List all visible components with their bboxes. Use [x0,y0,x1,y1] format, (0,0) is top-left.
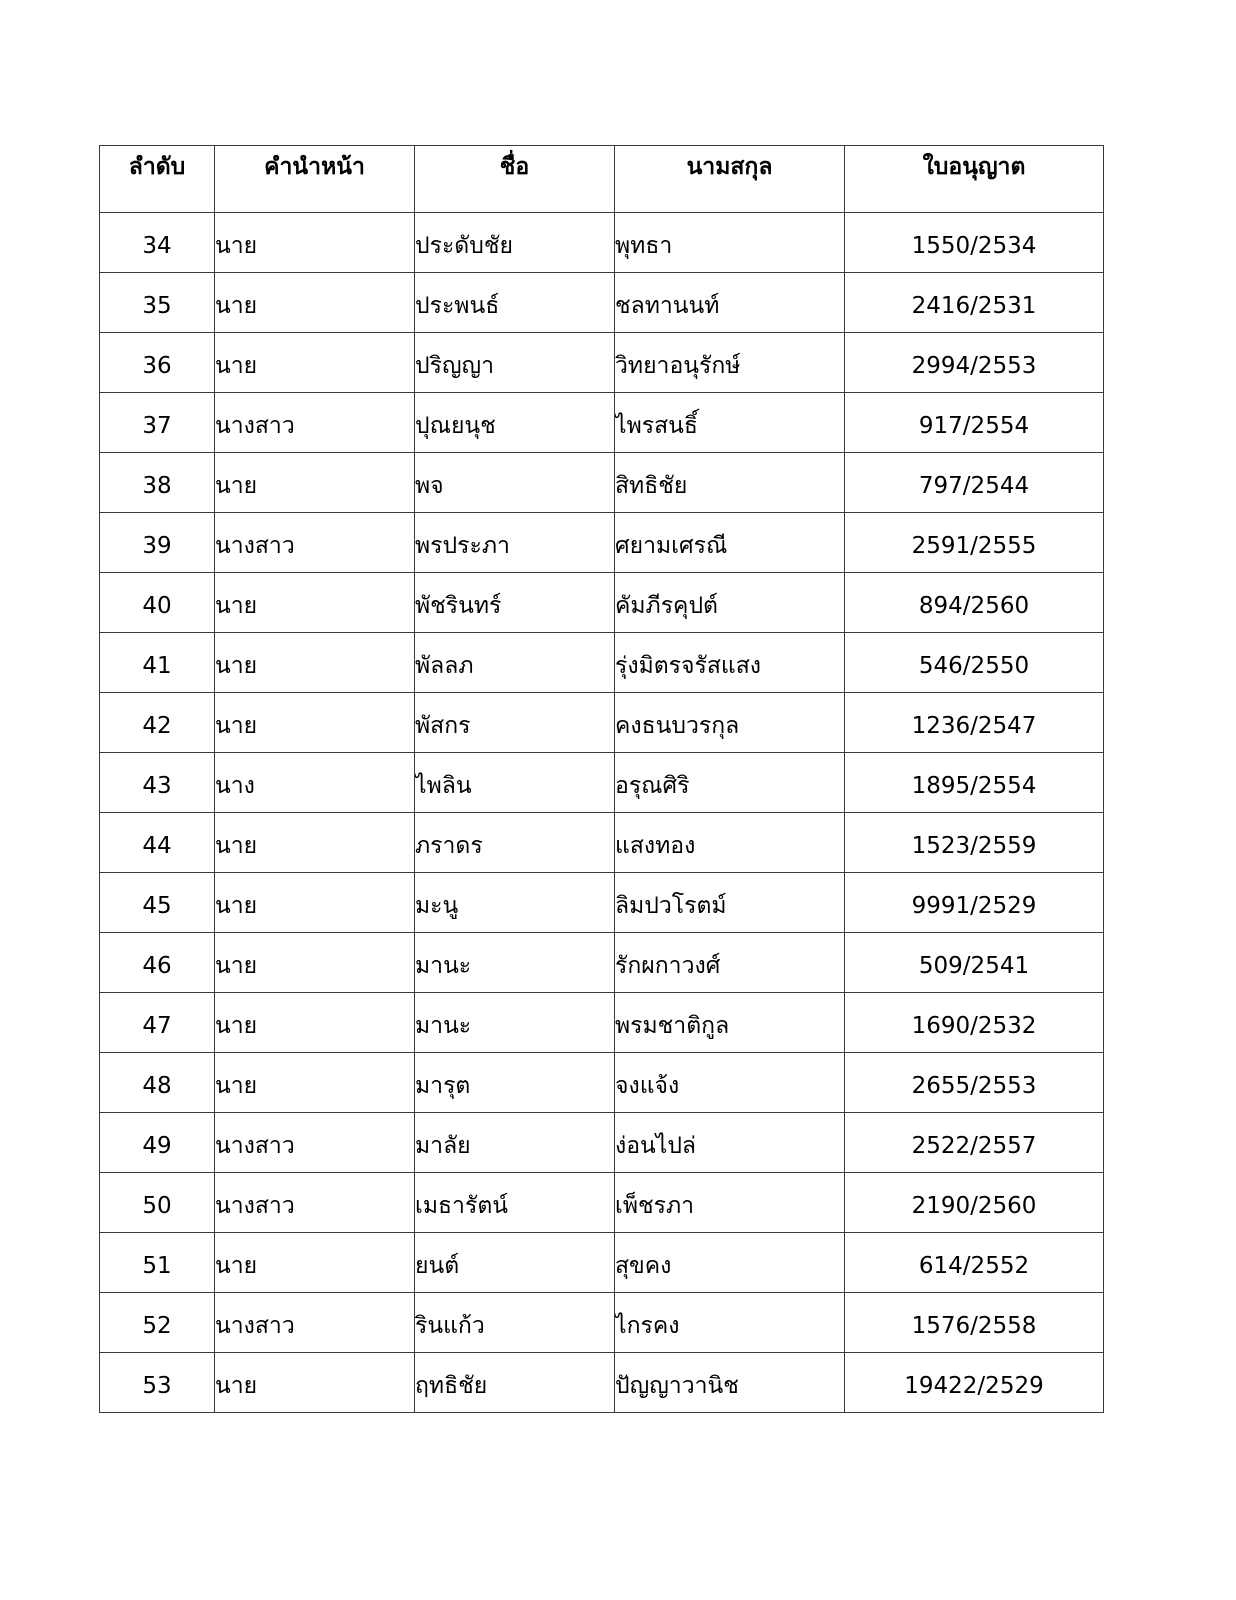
cell-first-name: รินแก้ว [415,1293,615,1353]
cell-no: 43 [100,753,215,813]
cell-last-name: สิทธิชัย [615,453,845,513]
cell-first-name: พัลลภ [415,633,615,693]
cell-license: 614/2552 [845,1233,1104,1293]
cell-last-name: ง่อนไปล่ [615,1113,845,1173]
cell-no: 44 [100,813,215,873]
cell-first-name: มะนู [415,873,615,933]
cell-first-name: พรประภา [415,513,615,573]
cell-last-name: ไพรสนธิ์ [615,393,845,453]
cell-license: 19422/2529 [845,1353,1104,1413]
table-row [100,813,1104,873]
cell-last-name: ชลทานนท์ [615,273,845,333]
cell-prefix: นาย [215,573,415,633]
cell-last-name: อรุณศิริ [615,753,845,813]
cell-prefix: นาย [215,813,415,873]
cell-no: 53 [100,1353,215,1413]
cell-license: 2994/2553 [845,333,1104,393]
cell-license: 9991/2529 [845,873,1104,933]
table-row [100,873,1104,933]
cell-first-name: มาลัย [415,1113,615,1173]
cell-no: 36 [100,333,215,393]
cell-last-name: พุทธา [615,213,845,273]
cell-prefix: นางสาว [215,1293,415,1353]
cell-prefix: นาย [215,993,415,1053]
cell-no: 39 [100,513,215,573]
cell-no: 51 [100,1233,215,1293]
table-row [100,633,1104,693]
cell-first-name: เมธารัตน์ [415,1173,615,1233]
cell-first-name: พจ [415,453,615,513]
cell-prefix: นาย [215,1053,415,1113]
cell-no: 47 [100,993,215,1053]
cell-first-name: พัสกร [415,693,615,753]
table-row [100,393,1104,453]
cell-no: 40 [100,573,215,633]
cell-license: 1895/2554 [845,753,1104,813]
cell-prefix: นาย [215,213,415,273]
cell-prefix: นางสาว [215,1113,415,1173]
cell-no: 37 [100,393,215,453]
table-row [100,453,1104,513]
cell-first-name: ไพลิน [415,753,615,813]
table-header [100,146,1104,213]
table-row [100,513,1104,573]
cell-no: 49 [100,1113,215,1173]
cell-last-name: ไกรคง [615,1293,845,1353]
header-row [100,146,1104,213]
cell-license: 509/2541 [845,933,1104,993]
cell-no: 35 [100,273,215,333]
header-no: ลำดับ [100,146,215,213]
cell-last-name: จงแจ้ง [615,1053,845,1113]
cell-prefix: นาย [215,873,415,933]
cell-license: 1690/2532 [845,993,1104,1053]
cell-last-name: สุขคง [615,1233,845,1293]
cell-first-name: ประดับชัย [415,213,615,273]
table-row [100,693,1104,753]
table-row [100,753,1104,813]
cell-no: 41 [100,633,215,693]
table-row [100,1173,1104,1233]
cell-license: 917/2554 [845,393,1104,453]
table-row [100,213,1104,273]
cell-last-name: รุ่งมิตรจรัสแสง [615,633,845,693]
cell-last-name: คัมภีรคุปต์ [615,573,845,633]
header-last-name: นามสกุล [615,146,845,213]
cell-license: 2190/2560 [845,1173,1104,1233]
header-license: ใบอนุญาต [845,146,1104,213]
cell-no: 50 [100,1173,215,1233]
cell-last-name: รักผกาวงศ์ [615,933,845,993]
cell-license: 2591/2555 [845,513,1104,573]
table-row [100,573,1104,633]
cell-first-name: พัชรินทร์ [415,573,615,633]
license-table [99,145,1104,1413]
cell-license: 2416/2531 [845,273,1104,333]
cell-last-name: พรมชาติกูล [615,993,845,1053]
cell-first-name: มานะ [415,993,615,1053]
cell-license: 894/2560 [845,573,1104,633]
cell-first-name: มารุต [415,1053,615,1113]
cell-last-name: เพ็ชรภา [615,1173,845,1233]
table-row [100,1293,1104,1353]
cell-prefix: นาย [215,453,415,513]
cell-no: 34 [100,213,215,273]
cell-prefix: นาย [215,1353,415,1413]
cell-no: 38 [100,453,215,513]
cell-last-name: คงธนบวรกุล [615,693,845,753]
cell-prefix: นาย [215,333,415,393]
table-body [100,213,1104,1413]
cell-no: 48 [100,1053,215,1113]
cell-license: 1236/2547 [845,693,1104,753]
header-prefix: คำนำหน้า [215,146,415,213]
cell-last-name: ปัญญาวานิช [615,1353,845,1413]
cell-first-name: ประพนธ์ [415,273,615,333]
table-row [100,1053,1104,1113]
cell-prefix: นางสาว [215,1173,415,1233]
cell-first-name: มานะ [415,933,615,993]
cell-first-name: ยนต์ [415,1233,615,1293]
cell-first-name: ปริญญา [415,333,615,393]
cell-no: 42 [100,693,215,753]
cell-last-name: ศยามเศรณี [615,513,845,573]
header-first-name: ชื่อ [415,146,615,213]
cell-prefix: นาย [215,633,415,693]
cell-prefix: นาย [215,273,415,333]
cell-last-name: ลิมปวโรตม์ [615,873,845,933]
cell-no: 46 [100,933,215,993]
table-row [100,1353,1104,1413]
table-row [100,273,1104,333]
cell-prefix: นาย [215,1233,415,1293]
cell-first-name: ปุณยนุช [415,393,615,453]
cell-no: 45 [100,873,215,933]
cell-license: 2655/2553 [845,1053,1104,1113]
table-row [100,993,1104,1053]
table-row [100,933,1104,993]
cell-no: 52 [100,1293,215,1353]
cell-first-name: ฤทธิชัย [415,1353,615,1413]
cell-prefix: นาง [215,753,415,813]
cell-first-name: ภราดร [415,813,615,873]
cell-license: 1576/2558 [845,1293,1104,1353]
cell-prefix: นางสาว [215,513,415,573]
cell-prefix: นาย [215,933,415,993]
cell-prefix: นางสาว [215,393,415,453]
cell-last-name: วิทยาอนุรักษ์ [615,333,845,393]
table-row [100,1233,1104,1293]
cell-license: 797/2544 [845,453,1104,513]
cell-prefix: นาย [215,693,415,753]
table-row [100,333,1104,393]
cell-last-name: แสงทอง [615,813,845,873]
cell-license: 1550/2534 [845,213,1104,273]
cell-license: 546/2550 [845,633,1104,693]
table-row [100,1113,1104,1173]
cell-license: 2522/2557 [845,1113,1104,1173]
cell-license: 1523/2559 [845,813,1104,873]
